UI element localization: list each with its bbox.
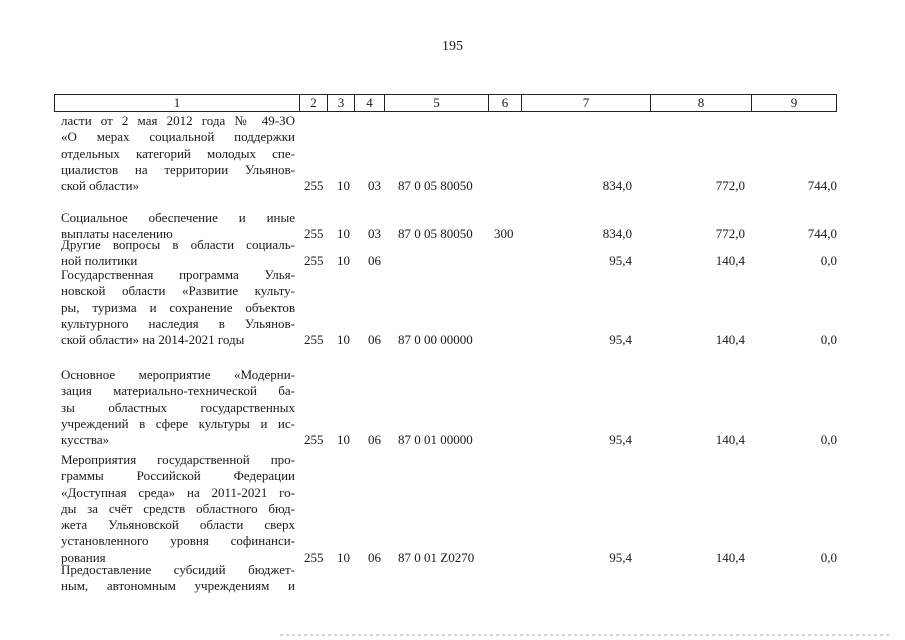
cell-c7: 95,4 — [609, 253, 632, 269]
cell-c9: 0,0 — [820, 432, 837, 448]
row-description — [61, 562, 295, 595]
cell-c8: 140,4 — [715, 432, 745, 448]
description-line: Мероприятия государственной про- — [61, 452, 295, 467]
cell-c5: 87 0 00 00000 — [398, 332, 473, 348]
header-col-1: 1 — [55, 95, 300, 111]
cell-c2: 255 — [304, 178, 324, 194]
row-description — [61, 452, 295, 566]
description-line: культурного наследия в Ульянов- — [61, 315, 295, 331]
description-line: зы областных государственных — [61, 399, 295, 415]
cell-c7: 95,4 — [609, 332, 632, 348]
description-line: ской области» на 2014-2021 годы — [61, 332, 245, 348]
header-col-2: 2 — [300, 95, 328, 111]
cell-c2: 255 — [304, 253, 324, 269]
description-line: отдельных категорий молодых спе- — [61, 145, 295, 161]
description-line: жета Ульяновской области сверх — [61, 517, 295, 533]
description-line: Социальное обеспечение и иные — [61, 210, 295, 225]
cell-c5: 87 0 01 00000 — [398, 432, 473, 448]
cell-c8: 772,0 — [715, 226, 745, 242]
cell-c4: 03 — [368, 178, 381, 194]
cell-c7: 834,0 — [602, 178, 632, 194]
cell-c7: 834,0 — [602, 226, 632, 242]
cell-c4: 06 — [368, 332, 381, 348]
cell-c8: 140,4 — [715, 332, 745, 348]
description-line: Другие вопросы в области социаль- — [61, 237, 295, 252]
cell-c5: 87 0 05 80050 — [398, 226, 473, 242]
description-line: установленного уровня софинанси- — [61, 533, 295, 549]
cell-c9: 744,0 — [807, 226, 837, 242]
header-col-5: 5 — [385, 95, 489, 111]
description-line: ласти от 2 мая 2012 года № 49-ЗО — [61, 113, 295, 128]
header-col-6: 6 — [489, 95, 522, 111]
description-line: ным, автономным учреждениям и — [61, 578, 295, 594]
cell-c2: 255 — [304, 332, 324, 348]
description-line: Предоставление субсидий бюджет- — [61, 562, 295, 577]
description-line: новской области «Развитие культу- — [61, 283, 295, 299]
row-description — [61, 267, 295, 348]
cell-c3: 10 — [337, 253, 350, 269]
scan-artifact — [280, 634, 890, 636]
cell-c8: 140,4 — [715, 549, 745, 565]
cell-c2: 255 — [304, 432, 324, 448]
cell-c4: 06 — [368, 549, 381, 565]
cell-c7: 95,4 — [609, 549, 632, 565]
header-col-9: 9 — [790, 95, 798, 110]
description-line: «Доступная среда» на 2011-2021 го- — [61, 484, 295, 500]
description-line: учреждений в сфере культуры и ис- — [61, 415, 295, 431]
cell-c3: 10 — [337, 549, 350, 565]
cell-c8: 772,0 — [715, 178, 745, 194]
cell-c7: 95,4 — [609, 432, 632, 448]
cell-c9: 744,0 — [807, 178, 837, 194]
header-col-7: 7 — [522, 95, 651, 111]
page-number: 195 — [442, 39, 463, 54]
description-line: Государственная программа Улья- — [61, 267, 295, 282]
description-line: ской области» — [61, 178, 140, 194]
description-line: циалистов на территории Ульянов- — [61, 161, 295, 177]
description-line: граммы Российской Федерации — [61, 468, 295, 484]
description-line: ры, туризма и сохранение объектов — [61, 299, 295, 315]
table-header — [54, 94, 837, 112]
row-description — [61, 237, 295, 270]
cell-c3: 10 — [337, 432, 350, 448]
description-line: выплаты населению — [61, 226, 173, 242]
description-line: кусства» — [61, 432, 110, 448]
header-col-3: 3 — [328, 95, 355, 111]
description-line: ды за счёт средств областного бюд- — [61, 500, 295, 516]
cell-c6: 300 — [494, 226, 514, 242]
row-description — [61, 367, 295, 448]
cell-c3: 10 — [337, 178, 350, 194]
header-col-4: 4 — [355, 95, 385, 111]
row-description — [61, 113, 295, 194]
description-line: рования — [61, 549, 106, 565]
cell-c5: 87 0 05 80050 — [398, 178, 473, 194]
cell-c5: 87 0 01 Z0270 — [398, 549, 475, 565]
header-col-8: 8 — [651, 95, 752, 111]
cell-c4: 06 — [368, 432, 381, 448]
cell-c2: 255 — [304, 549, 324, 565]
description-line: ной политики — [61, 253, 138, 269]
cell-c9: 0,0 — [820, 253, 837, 269]
cell-c4: 03 — [368, 226, 381, 242]
cell-c8: 140,4 — [715, 253, 745, 269]
description-line: зация материально-технической ба- — [61, 383, 295, 399]
description-line: Основное мероприятие «Модерни- — [61, 367, 295, 382]
cell-c3: 10 — [337, 332, 350, 348]
description-line: «О мерах социальной поддержки — [61, 129, 295, 145]
cell-c3: 10 — [337, 226, 350, 242]
cell-c9: 0,0 — [820, 332, 837, 348]
cell-c9: 0,0 — [820, 549, 837, 565]
cell-c2: 255 — [304, 226, 324, 242]
cell-c4: 06 — [368, 253, 381, 269]
